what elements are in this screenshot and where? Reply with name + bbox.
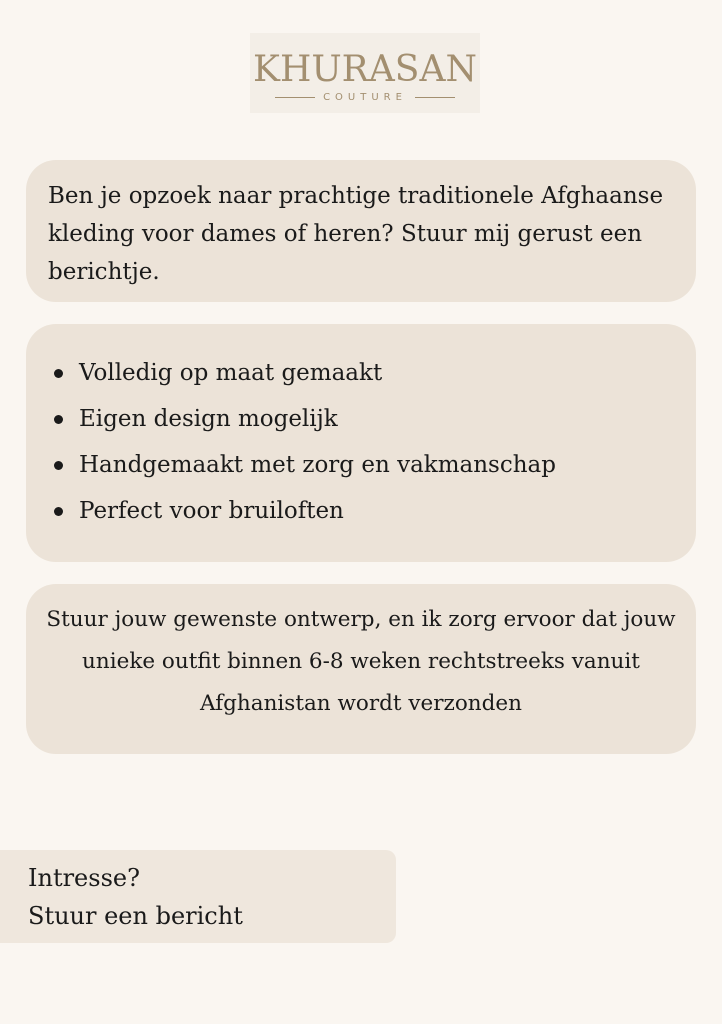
- features-list: [54, 350, 556, 534]
- logo-subline: [250, 92, 480, 103]
- bullet-icon: [54, 507, 63, 516]
- shipping-text: Stuur jouw gewenste ontwerp, en ik zorg ervoor dat jouw unieke outfit binnen 6-8 weken rechtstreeks vanuit Afghanistan wordt verzonden: [46, 607, 676, 716]
- logo-divider-left: [275, 97, 315, 98]
- feature-item: [54, 488, 556, 534]
- cta-subtitle: Stuur een bericht: [28, 902, 243, 930]
- shipping-card: [26, 584, 696, 754]
- intro-text: Ben je opzoek naar prachtige traditionele Afghaanse kleding voor dames of heren? Stuur mij gerust een berichtje.: [48, 183, 664, 285]
- features-card: [26, 324, 696, 562]
- feature-label: Volledig op maat gemaakt: [79, 360, 383, 386]
- feature-item: [54, 442, 556, 488]
- feature-label: Perfect voor bruiloften: [79, 498, 344, 524]
- bullet-icon: [54, 415, 63, 424]
- brand-logo: [250, 33, 480, 113]
- cta-title: Intresse?: [28, 864, 140, 892]
- intro-card: [26, 160, 696, 302]
- logo-divider-right: [415, 97, 455, 98]
- feature-label: Eigen design mogelijk: [79, 406, 338, 432]
- logo-subtitle: COUTURE: [323, 92, 407, 103]
- logo-wordmark: KHURASAN: [253, 49, 477, 90]
- bullet-icon: [54, 461, 63, 470]
- contact-cta[interactable]: [0, 850, 396, 943]
- feature-label: Handgemaakt met zorg en vakmanschap: [79, 452, 556, 478]
- bullet-icon: [54, 369, 63, 378]
- feature-item: [54, 350, 556, 396]
- feature-item: [54, 396, 556, 442]
